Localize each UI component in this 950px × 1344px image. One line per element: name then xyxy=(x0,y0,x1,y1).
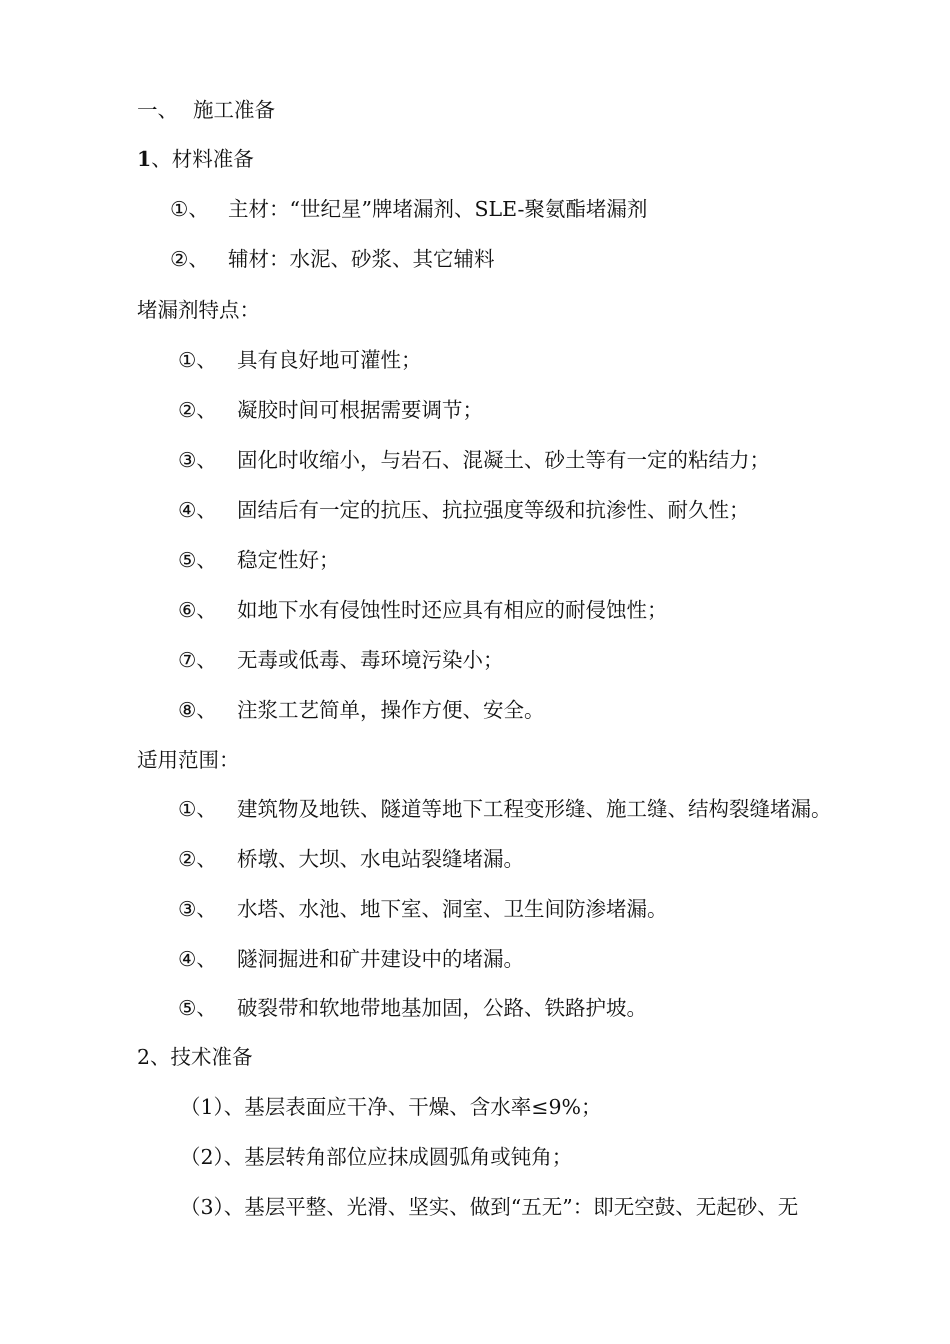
list-text: 无毒或低毒、毒环境污染小； xyxy=(237,648,504,672)
scope-heading: 适用范围： xyxy=(137,748,240,772)
list-text: 水塔、水池、地下室、洞室、卫生间防渗堵漏。 xyxy=(237,897,668,921)
list-marker: ⑤、 xyxy=(178,996,217,1020)
list-item xyxy=(178,789,832,829)
list-marker: ①、 xyxy=(170,197,209,221)
list-marker: ⑧、 xyxy=(178,698,217,722)
list-item xyxy=(178,640,504,680)
list-item xyxy=(170,239,495,279)
list-marker: ①、 xyxy=(178,797,217,821)
list-item xyxy=(178,440,770,480)
list-item xyxy=(180,1187,798,1227)
list-item xyxy=(178,839,524,879)
list-marker: ②、 xyxy=(170,247,209,271)
list-text: 、基层表面应干净、干燥、含水率≤9%； xyxy=(223,1095,602,1119)
list-text: 如地下水有侵蚀性时还应具有相应的耐侵蚀性； xyxy=(237,598,668,622)
list-text: 、基层转角部位应抹成圆弧角或钝角； xyxy=(223,1145,573,1169)
list-item xyxy=(180,1137,572,1177)
subsection-number: 1 xyxy=(137,147,152,171)
list-text: 、基层平整、光滑、坚实、做到“五无”：即无空鼓、无起砂、无 xyxy=(223,1195,799,1219)
list-item xyxy=(170,189,648,229)
list-item xyxy=(178,490,750,530)
section-title: 施工准备 xyxy=(193,98,275,122)
list-marker: ⑦、 xyxy=(178,648,217,672)
list-item xyxy=(178,540,340,580)
list-item xyxy=(178,590,668,630)
list-item xyxy=(178,988,647,1028)
features-heading: 堵漏剂特点： xyxy=(137,298,260,322)
list-item xyxy=(178,889,668,929)
list-marker: （1） xyxy=(180,1095,224,1119)
list-item xyxy=(178,340,422,380)
list-marker: ②、 xyxy=(178,847,217,871)
subsection-heading-materials xyxy=(137,139,254,179)
list-text: 隧洞掘进和矿井建设中的堵漏。 xyxy=(237,947,524,971)
list-item xyxy=(180,1087,602,1127)
list-text: 具有良好地可灌性； xyxy=(237,348,422,372)
list-text: 破裂带和软地带地基加固，公路、铁路护坡。 xyxy=(237,996,647,1020)
list-item xyxy=(178,390,483,430)
subsection-heading-technical: 2、技术准备 xyxy=(137,1045,253,1069)
section-heading xyxy=(137,90,275,130)
list-text: 凝胶时间可根据需要调节； xyxy=(237,398,483,422)
list-marker: ⑥、 xyxy=(178,598,217,622)
section-marker: 一、 xyxy=(137,98,178,122)
list-text: 建筑物及地铁、隧道等地下工程变形缝、施工缝、结构裂缝堵漏。 xyxy=(237,797,832,821)
list-text: 主材：“世纪星”牌堵漏剂、SLE-聚氨酯堵漏剂 xyxy=(228,197,648,221)
list-text: 稳定性好； xyxy=(237,548,340,572)
list-marker: ⑤、 xyxy=(178,548,217,572)
list-marker: ④、 xyxy=(178,498,217,522)
list-text: 固结后有一定的抗压、抗拉强度等级和抗渗性、耐久性； xyxy=(237,498,750,522)
list-text: 固化时收缩小，与岩石、混凝土、砂土等有一定的粘结力； xyxy=(237,448,770,472)
list-marker: ③、 xyxy=(178,897,217,921)
list-marker: ②、 xyxy=(178,398,217,422)
list-item xyxy=(178,939,524,979)
subsection-title: 、材料准备 xyxy=(151,147,254,171)
list-marker: （3） xyxy=(180,1195,224,1219)
list-text: 辅材：水泥、砂浆、其它辅料 xyxy=(228,247,495,271)
list-marker: ④、 xyxy=(178,947,217,971)
list-text: 注浆工艺简单，操作方便、安全。 xyxy=(237,698,545,722)
list-marker: （2） xyxy=(180,1145,224,1169)
list-text: 桥墩、大坝、水电站裂缝堵漏。 xyxy=(237,847,524,871)
list-item xyxy=(178,690,545,730)
list-marker: ③、 xyxy=(178,448,217,472)
list-marker: ①、 xyxy=(178,348,217,372)
